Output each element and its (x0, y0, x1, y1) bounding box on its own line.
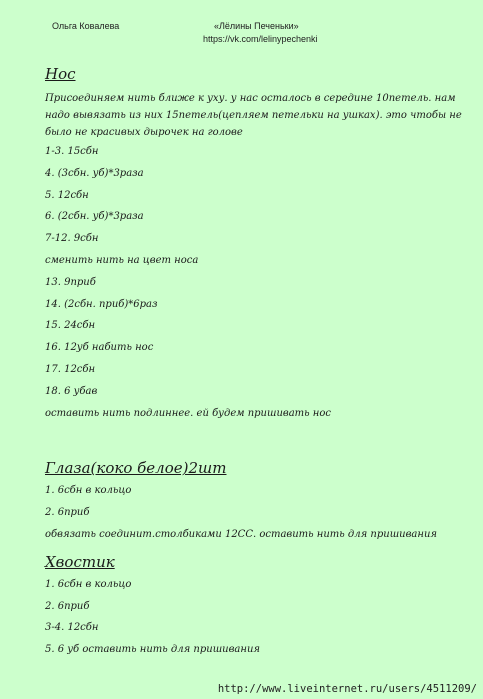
pattern-row: 1. 6сбн в кольцо (45, 578, 132, 590)
pattern-row: 7-12. 9сбн (45, 233, 99, 245)
section-title-tail: Хвостик (45, 552, 115, 571)
pattern-row: 1-3. 15сбн (45, 146, 99, 157)
pattern-note: сменить нить на цвет носа (45, 254, 199, 266)
pattern-row: 5. 12сбн (45, 189, 89, 201)
pattern-row: 2. 6приб (45, 507, 90, 519)
pattern-row: 17. 12сбн (45, 363, 96, 375)
pattern-row: 2. 6приб (45, 600, 90, 612)
pattern-row: 5. 6 уб оставить нить для пришивания (45, 644, 261, 656)
blog-name: «Лёлины Печеньки» (214, 21, 299, 31)
pattern-content (45, 64, 465, 661)
author-name: Ольга Ковалева (52, 21, 120, 31)
section-title-eyes: Глаза(коко белое)2шт (45, 459, 227, 478)
pattern-row: 15. 24сбн (45, 320, 96, 332)
pattern-row: 18. 6 убав (45, 385, 98, 397)
pattern-row: 16. 12уб набить нос (45, 342, 154, 354)
pattern-row: 14. (2сбн. приб)*6раз (45, 298, 158, 310)
pattern-row: 13. 9приб (45, 276, 96, 288)
pattern-note: оставить нить подлиннее. ей будем пришивать нос (45, 407, 331, 419)
pattern-row: 4. (3сбн. уб)*3раза (45, 167, 144, 179)
pattern-row: 1. 6сбн в кольцо (45, 485, 132, 497)
blog-url[interactable]: https://vk.com/lelinypechenki (203, 34, 318, 44)
pattern-note: обвязать соединит.столбиками 12СС. оставить нить для пришивания (45, 528, 438, 540)
pattern-row: 6. (2сбн. уб)*3раза (45, 211, 144, 223)
pattern-row: 3-4. 12сбн (45, 622, 99, 634)
section-intro: Присоединяем нить ближе к уху. у нас осталось в середине 10петель. нам надо вывязать из них 15петель(цепляем петельки на ушках). это чтобы не было не красивых дырочек на голове (45, 93, 462, 138)
source-watermark: http://www.liveinternet.ru/users/4511209/ (217, 683, 477, 695)
section-title-nose: Нос (45, 65, 76, 83)
